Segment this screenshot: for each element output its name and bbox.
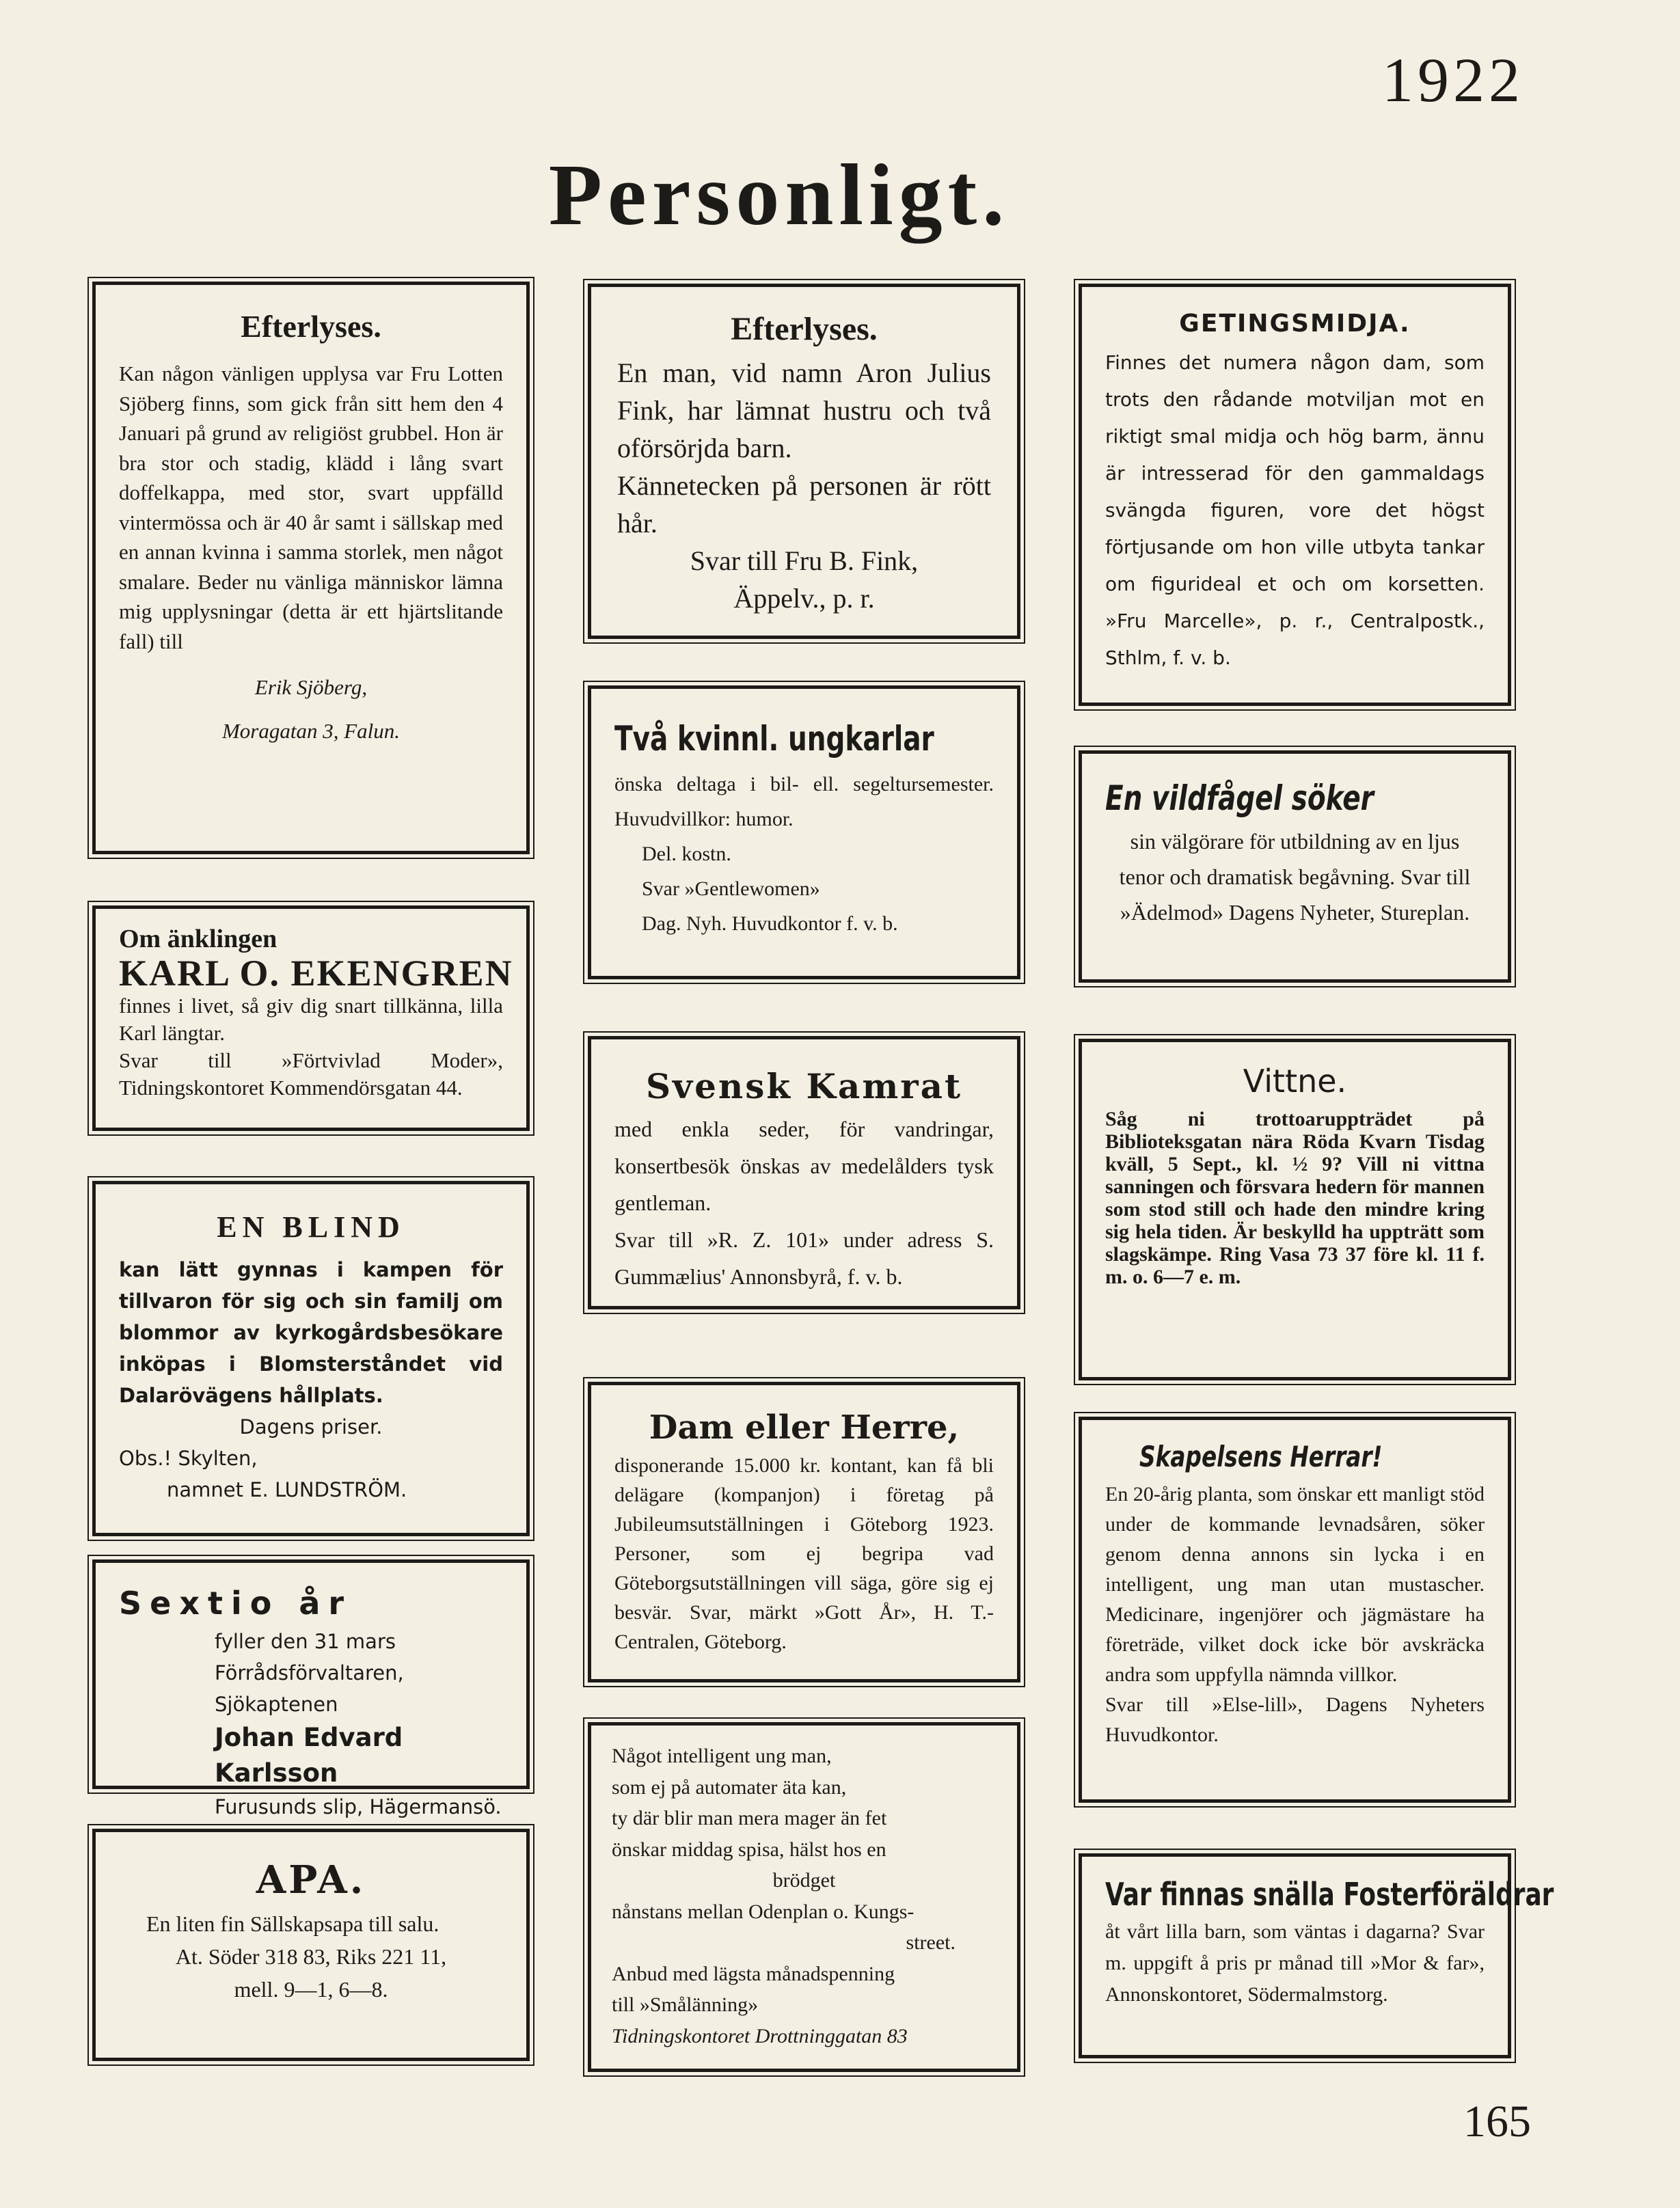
ad-line-6: nånstans mellan Odenplan o. Kungs-	[612, 1900, 914, 1923]
ad-line-3: ty där blir man mera mager än fet	[612, 1807, 887, 1829]
ad-line-7: street.	[906, 1931, 956, 1954]
ad-heading: Dam eller Herre,	[649, 1408, 960, 1447]
ad-vittne	[1079, 1039, 1511, 1380]
ad-name: Johan Edvard Karlsson	[215, 1723, 403, 1788]
ad-body: sin välgörare för utbildning av en ljus tenor och dramatisk begåvning. Svar till »Ädelmod» Dagens Nyheter, Stureplan.	[1119, 829, 1471, 925]
ad-body: finnes i livet, så giv dig snart tillkänna, lilla Karl längtar.	[119, 994, 503, 1045]
ad-fosterforaldrar	[1079, 1853, 1554, 2058]
ad-heading: GETINGSMIDJA.	[1179, 310, 1411, 338]
ad-body: åt vårt lilla barn, som väntas i dagarna? Svar m. uppgift å pris pr månad till »Mor & far», Annonskontoret, Södermalmstorg.	[1105, 1920, 1485, 2006]
ad-reply: Svar »Gentlewomen»	[642, 877, 820, 900]
ad-line-5: brödget	[772, 1869, 836, 1892]
ad-line-4: önskar middag spisa, hälst hos en	[612, 1838, 886, 1861]
ad-en-blind	[92, 1181, 530, 1536]
ad-body: disponerande 15.000 kr. kontant, kan få bli delägare (kompanjon) i företag på Jubileumsutställningen i Göteborg 1923. Personer, som ej begripa vad Göteborgsutställningen vill säga, göre sig ej besvär. Svar, märkt »Gott År», H. T.-Centralen, Göteborg.	[614, 1454, 994, 1653]
ad-signature-address: Moragatan 3, Falun.	[221, 718, 401, 743]
page-number: 165	[1463, 2097, 1531, 2146]
ad-signature: Tidningskontoret Drottninggatan 83	[612, 2024, 908, 2047]
ad-reply: Svar till Fru B. Fink, Äppelv., p. r.	[690, 545, 919, 614]
ad-om-anklingen	[92, 905, 530, 1131]
ad-line-9: till »Smålänning»	[612, 1993, 759, 2016]
ad-heading: Sextio år	[119, 1585, 353, 1622]
ad-svensk-kamrat	[588, 1036, 1020, 1309]
ad-efterlyses-fink	[588, 284, 1020, 639]
ad-sign-name: namnet E. LUNDSTRÖM.	[167, 1478, 407, 1501]
ad-intelligent-ung-man	[588, 1722, 1020, 2072]
ad-body: kan lätt gynnas i kampen för tillvaron för sig och sin familj om blommor av kyrkogårdsbesökare inköpas i Blomsterståndet vid Dalarövägens hållplats.	[119, 1258, 503, 1407]
ad-hours: mell. 9—1, 6—8.	[234, 1977, 388, 2002]
year-label: 1922	[1382, 45, 1524, 115]
ad-reply: Svar till »R. Z. 101» under adress S. Gummælius' Annonsbyrå, f. v. b.	[614, 1227, 994, 1289]
ad-heading: EN BLIND	[217, 1210, 405, 1244]
ad-dam-eller-herre	[588, 1382, 1020, 1682]
ad-heading: Var finnas snälla Fosterföräldrar	[1105, 1876, 1554, 1913]
ad-reply: Svar till »Else-lill», Dagens Nyheters Huvudkontor.	[1105, 1693, 1485, 1746]
ad-name: KARL O. EKENGREN	[119, 953, 513, 994]
ad-body: Kan någon vänligen upplysa var Fru Lotten Sjöberg finns, som gick från sitt hem den 4 Januari på grund av religiöst grubbel. Hon är bra stor och stadig, klädd i lång svart doffelkappa, med stor, svart uppfälld vintermössa och är 40 år samt i sällskap med en annan kvinna i samma storlek, men något smalare. Beder nu vänliga människor lämna mig upplysningar (detta är ett hjärtslitande fall) till	[119, 362, 503, 653]
ad-reply: Svar till »Förtvivlad Moder», Tidningskontoret Kommendörsgatan 44.	[119, 1048, 503, 1100]
ad-line-8: Anbud med lägsta månadspenning	[612, 1962, 895, 1985]
ad-heading: Skapelsens Herrar!	[1139, 1440, 1383, 1473]
ad-skapelsens-herrar	[1079, 1417, 1511, 1803]
ad-tva-kvinnl-ungkarlar	[588, 685, 1020, 979]
ad-heading: Vittne.	[1243, 1063, 1347, 1100]
page-title: Personligt.	[548, 146, 1010, 243]
ad-sextio-ar	[92, 1559, 530, 1818]
ad-features: Kännetecken på personen är rött hår.	[617, 470, 991, 539]
ad-line-1: Något intelligent ung man,	[612, 1745, 832, 1767]
ad-body: En liten fin Sällskapsapa till salu.	[146, 1911, 439, 1936]
ad-body: önska deltaga i bil- ell. segeltursemester. Huvudvillkor: humor.	[614, 773, 994, 830]
ad-heading: En vildfågel söker	[1105, 778, 1374, 818]
ad-vildfagel	[1079, 750, 1511, 983]
ad-note: Obs.! Skylten,	[119, 1447, 258, 1470]
ad-contact: At. Söder 318 83, Riks 221 11,	[175, 1944, 447, 1969]
ad-line: fyller den 31 mars Förrådsförvaltaren, Sjökaptenen	[215, 1630, 404, 1716]
ad-address: Dag. Nyh. Huvudkontor f. v. b.	[642, 912, 898, 935]
ad-cost: Del. kostn.	[642, 843, 731, 865]
ad-signature-name: Erik Sjöberg,	[254, 675, 368, 699]
ad-heading: Två kvinnl. ungkarlar	[614, 719, 934, 759]
ad-line-2: som ej på automater äta kan,	[612, 1775, 847, 1799]
ad-body: En 20-årig planta, som önskar ett manligt stöd under de kommande levnadsåren, söker genom denna annons sin lycka i en intelligent, ung man utan mustascher. Medicinare, ingenjörer och jägmästare ha företräde, vilket dock icke bör avskräcka andra som uppfylla nämnda villkor.	[1105, 1483, 1485, 1686]
ad-apa	[92, 1829, 530, 2061]
ad-intro: Om änklingen	[119, 925, 277, 953]
ad-body: En man, vid namn Aron Julius Fink, har lämnat hustru och två oförsörjda barn.	[617, 357, 991, 463]
ad-prices: Dagens priser.	[239, 1415, 383, 1439]
ad-body: Finnes det numera någon dam, som trots den rådande motviljan mot en riktigt smal midja och hög barm, ännu är intresserad för den gammaldags svängda figuren, vore det högst förtjusande om hon ville utbyta tankar om figurideal et och om korsetten. »Fru Marcelle», p. r., Centralpostk., Sthlm, f. v. b.	[1105, 351, 1485, 669]
ad-body: med enkla seder, för vandringar, konsertbesök önskas av medelålders tysk gentleman.	[614, 1117, 994, 1215]
ad-efterlyses-sjoberg	[92, 282, 530, 854]
ad-heading: APA.	[256, 1857, 366, 1903]
ad-heading: Efterlyses.	[241, 309, 381, 344]
ad-getingsmidja	[1079, 284, 1511, 706]
ad-address: Furusunds slip, Hägermansö.	[215, 1795, 502, 1818]
ad-heading: Svensk Kamrat	[645, 1066, 963, 1106]
ad-heading: Efterlyses.	[731, 311, 878, 347]
ad-body: Såg ni trottoaruppträdet på Biblioteksgatan nära Röda Kvarn Tisdag kväll, 5 Sept., kl. ½ 9? Vill ni vittna sanningen och försvara hedern för mannen som stod still och hade den mindre kring sig hela tiden. Är beskylld ha uppträtt som slagskämpe. Ring Vasa 73 37 före kl. 11 f. m. o. 6—7 e. m.	[1105, 1108, 1485, 1288]
